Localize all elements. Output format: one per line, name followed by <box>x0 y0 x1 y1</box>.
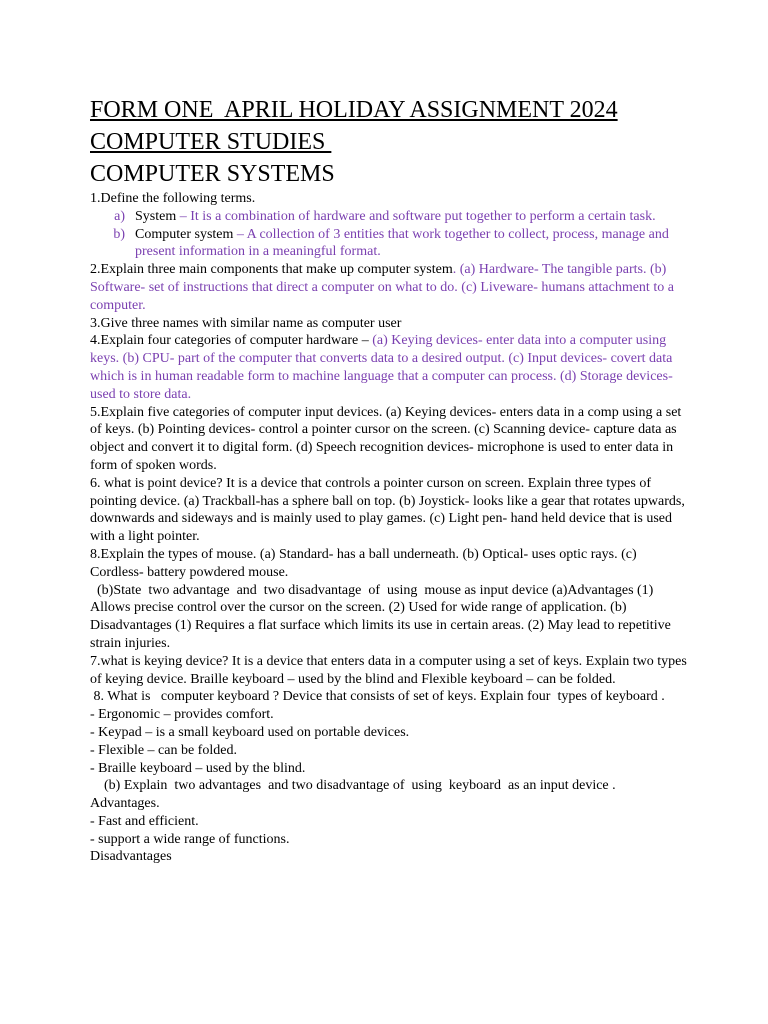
question-2 <box>90 261 690 314</box>
document-page <box>90 94 690 866</box>
question-text: 4.Explain four categories of computer hardware – <box>90 333 373 349</box>
question-4 <box>90 332 690 403</box>
question-8b: (b)State two advantage and two disadvantage of using mouse as input device (a)Advantages (1) Allows precise control over the cursor on the screen. (2) Used for wide range of application. (b) Disadvantages (1) Requires a flat surface which limits its use in certain areas. (2) May lead to repetitive strain injuries. <box>90 582 675 651</box>
keyboard-type: - Keypad – is a small keyboard used on portable devices. <box>90 724 410 740</box>
question-text: 2.Explain three main components that make up computer system <box>90 262 453 278</box>
keyboard-type: - Braille keyboard – used by the blind. <box>90 760 306 776</box>
list-item <box>90 226 690 262</box>
answer-text: (a) Keying devices- enter data into a computer using keys. (b) CPU- part of the computer that converts data to a desired output. (c) Input devices- covert data which is in human readable form to machine language that a computer can process. (d) Storage devices- used to store data. <box>90 333 673 402</box>
question-5: 5.Explain five categories of computer input devices. (a) Keying devices- enters data in a comp using a set of keys. (b) Pointing devices- control a pointer cursor on the screen. (c) Scanning device- capture data as object and convert it to digital form. (d) Speech recognition devices- microphone is used to enter data in form of spoken words. <box>90 404 682 473</box>
advantage-item: - support a wide range of functions. <box>90 831 290 847</box>
question-8: 8.Explain the types of mouse. (a) Standard- has a ball underneath. (b) Optical- uses optic rays. (c) Cordless- battery powdered mouse. <box>90 546 637 580</box>
assignment-title: FORM ONE APRIL HOLIDAY ASSIGNMENT 2024 <box>90 97 618 123</box>
list-item <box>90 208 690 226</box>
subject-title: COMPUTER STUDIES <box>90 129 332 155</box>
advantage-item: - Fast and efficient. <box>90 813 199 829</box>
term-label: System <box>135 208 180 224</box>
list-marker: a) <box>114 208 125 224</box>
question-8-keyboard: 8. What is computer keyboard ? Device that consists of set of keys. Explain four types of keyboard . <box>90 689 665 705</box>
topic-title: COMPUTER SYSTEMS <box>90 161 335 187</box>
list-marker: b) <box>113 226 125 242</box>
term-label: Computer system <box>135 226 237 242</box>
keyboard-type: - Flexible – can be folded. <box>90 742 237 758</box>
keyboard-type: - Ergonomic – provides comfort. <box>90 707 274 723</box>
question-1: 1.Define the following terms. <box>90 191 256 206</box>
answer-text: . (a) Hardware- The tangible parts. (b) Software- set of instructions that direct a computer on what to do. (c) Liveware- humans attachment to a computer. <box>90 262 674 313</box>
disadvantages-heading: Disadvantages <box>90 849 172 865</box>
answer-text: – It is a combination of hardware and software put together to perform a certain task. <box>179 208 656 224</box>
question-6: 6. what is point device? It is a device that controls a pointer curson on screen. Explain three types of pointing device. (a) Trackball-has a sphere ball on top. (b) Joystick- looks like a gear that rotates upwards, downwards and sideways and is mainly used to play games. (c) Light pen- hand held device that is used with a light pointer. <box>90 475 685 545</box>
advantages-heading: Advantages. <box>90 796 160 812</box>
question-8-keyboard-b: (b) Explain two advantages and two disadvantage of using keyboard as an input device . <box>90 778 616 794</box>
question-7: 7.what is keying device? It is a device that enters data in a computer using a set of keys. Explain two types of keying device. Braille keyboard – used by the blind and Flexible keyboard – can be folded. <box>90 653 687 687</box>
answer-text: – A collection of 3 entities that work together to collect, process, manage and present information in a meaningful format. <box>135 226 669 260</box>
question-3: 3.Give three names with similar name as computer user <box>90 315 402 331</box>
